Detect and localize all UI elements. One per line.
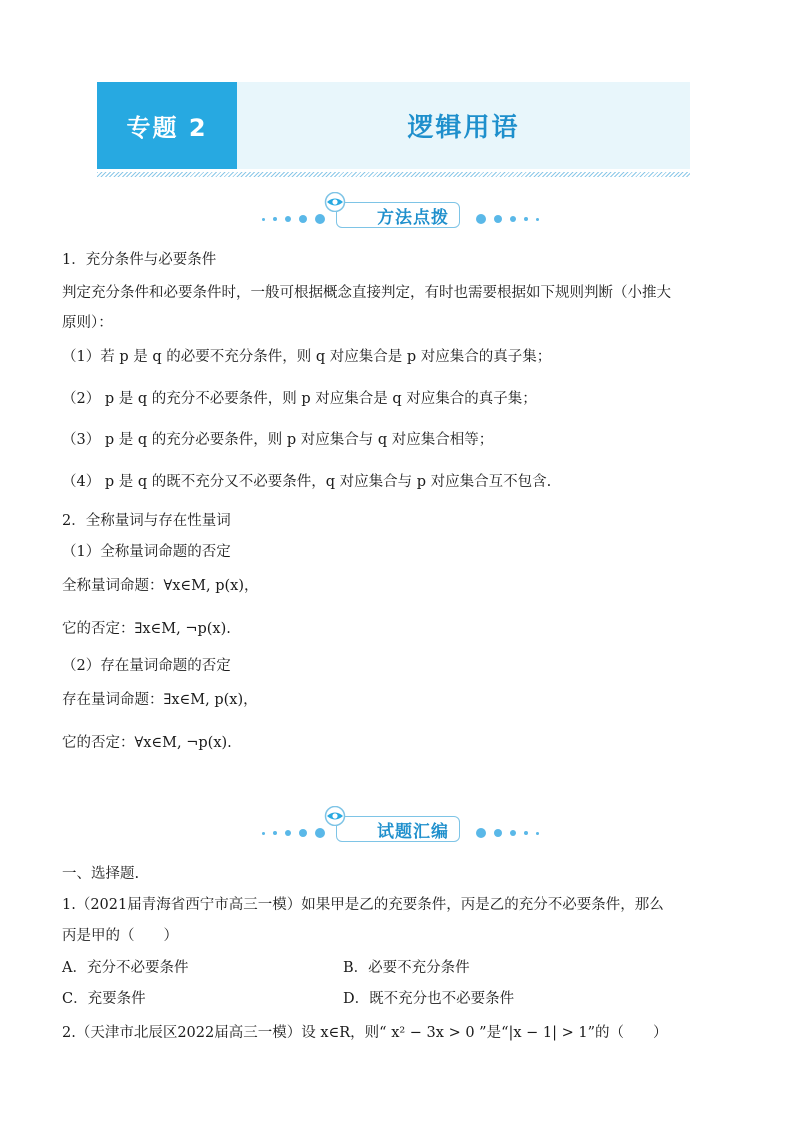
question-1-text: 1.（2021届青海省西宁市高三一模）如果甲是乙的充要条件，丙是乙的充分不必要条件，那么	[62, 897, 664, 913]
option-a: A．充分不必要条件	[62, 960, 189, 976]
eye-icon	[322, 806, 348, 826]
section-header-exercises	[0, 806, 794, 852]
formula-line: 它的否定：∀x∈M, ¬p(x).	[62, 735, 232, 751]
decor-dots-left	[262, 214, 325, 224]
section-title-methods: 方法点拨	[336, 202, 460, 228]
topic-label: 专题 2	[97, 82, 237, 169]
banner-divider	[97, 172, 690, 177]
paragraph-line: 判定充分条件和必要条件时，一般可根据概念直接判定，有时也需要根据如下规则判断（小推大	[62, 285, 671, 301]
heading-quantifiers: 2．全称量词与存在性量词	[62, 513, 231, 529]
heading-sufficient-necessary: 1．充分条件与必要条件	[62, 252, 217, 268]
topic-banner	[97, 82, 690, 169]
question-1-text: 丙是甲的（ ）	[62, 928, 178, 944]
question-2-text: 2.（天津市北辰区2022届高三一模）设 x∈R，则“ x² − 3x > 0 ”是“|x − 1| > 1”的（ ）	[62, 1025, 668, 1041]
paragraph-line: 原则）：	[62, 315, 113, 331]
formula-line: 全称量词命题：∀x∈M, p(x)，	[62, 578, 259, 594]
option-d: D．既不充分也不必要条件	[343, 991, 515, 1007]
decor-dots-right	[476, 828, 539, 838]
rule-item: （2） p 是 q 的充分不必要条件，则 p 对应集合是 q 对应集合的真子集；	[62, 391, 537, 407]
subheading: （1）全称量词命题的否定	[62, 544, 231, 560]
section-header-methods	[0, 192, 794, 238]
option-c: C．充要条件	[62, 991, 146, 1007]
formula-line: 它的否定：∃x∈M, ¬p(x).	[62, 621, 231, 637]
option-b: B．必要不充分条件	[343, 960, 470, 976]
rule-item: （1）若 p 是 q 的必要不充分条件，则 q 对应集合是 p 对应集合的真子集；	[62, 349, 552, 365]
rule-item: （4） p 是 q 的既不充分又不必要条件，q 对应集合与 p 对应集合互不包含.	[62, 474, 552, 490]
section-title-exercises: 试题汇编	[336, 816, 460, 842]
page-title: 逻辑用语	[237, 82, 690, 169]
exercise-section-heading: 一、选择题.	[62, 866, 140, 882]
subheading: （2）存在量词命题的否定	[62, 658, 231, 674]
eye-icon	[322, 192, 348, 212]
decor-dots-left	[262, 828, 325, 838]
rule-item: （3） p 是 q 的充分必要条件，则 p 对应集合与 q 对应集合相等；	[62, 432, 494, 448]
decor-dots-right	[476, 214, 539, 224]
formula-line: 存在量词命题：∃x∈M, p(x)，	[62, 692, 258, 708]
